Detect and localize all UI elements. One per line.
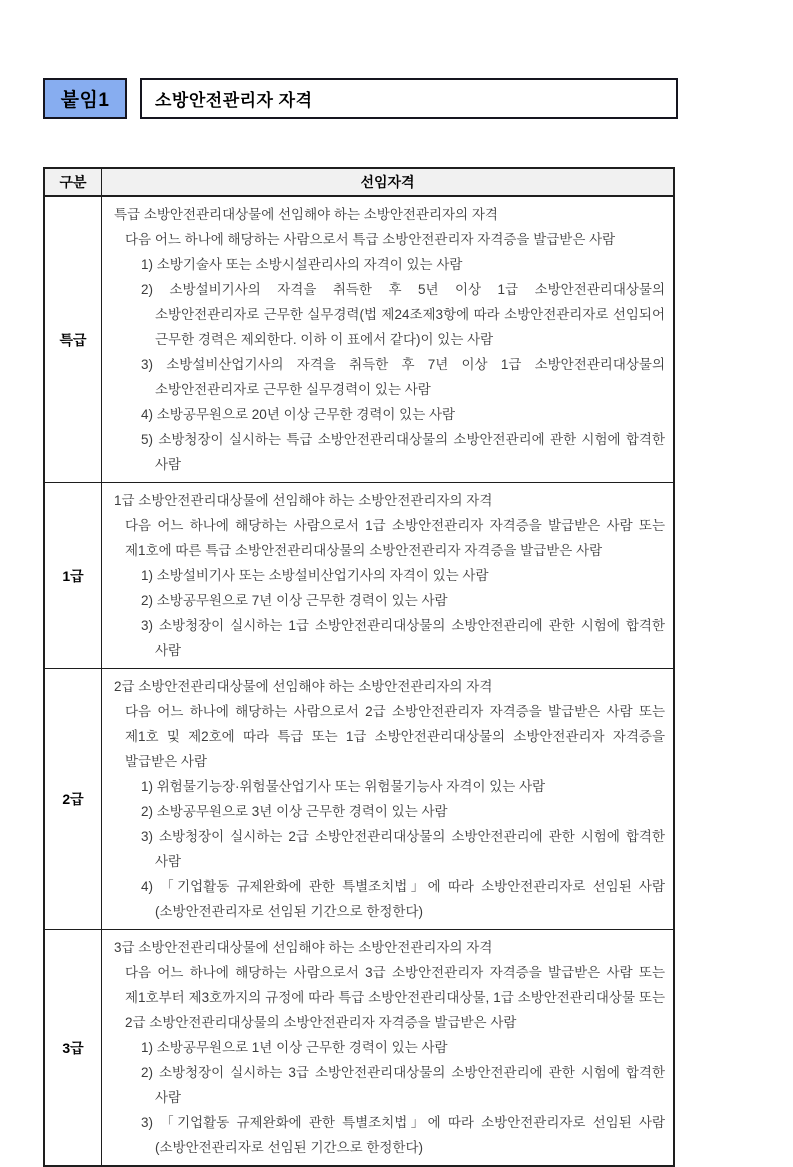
qualification-line: 4) 「기업활동 규제완화에 관한 특별조치법」에 따라 소방안전관리자로 선임된 사람(소방안전관리자로 선임된 기간으로 한정한다)	[141, 879, 665, 919]
table-row	[45, 669, 673, 930]
qualification-cell	[102, 930, 673, 1165]
table-body	[45, 197, 673, 1165]
table-header-row	[45, 169, 673, 197]
grade-cell: 특급	[45, 197, 102, 482]
column-header-grade: 구분	[45, 169, 102, 195]
qualification-table	[43, 167, 675, 1167]
title-box	[140, 78, 678, 119]
grade-cell: 1급	[45, 483, 102, 668]
qualification-line: 다음 어느 하나에 해당하는 사람으로서 1급 소방안전관리자 자격증을 발급받은 사람 또는 제1호에 따른 특급 소방안전관리대상물의 소방안전관리자 자격증을 발급받은 사람	[125, 518, 665, 558]
qualification-line: 3급 소방안전관리대상물에 선임해야 하는 소방안전관리자의 자격	[114, 940, 493, 955]
qualification-line: 다음 어느 하나에 해당하는 사람으로서 3급 소방안전관리자 자격증을 발급받은 사람 또는 제1호부터 제3호까지의 규정에 따라 특급 소방안전관리대상물, 1급 소방안전관리대상물 또는 2급 소방안전관리대상물의 소방안전관리자 자격증을 발급받은 사람	[125, 965, 665, 1030]
qualification-line: 1) 소방설비기사 또는 소방설비산업기사의 자격이 있는 사람	[141, 568, 489, 583]
qualification-line: 2) 소방청장이 실시하는 3급 소방안전관리대상물의 소방안전관리에 관한 시험에 합격한 사람	[141, 1065, 665, 1105]
qualification-line: 다음 어느 하나에 해당하는 사람으로서 특급 소방안전관리자 자격증을 발급받은 사람	[125, 232, 616, 247]
qualification-line: 3) 「기업활동 규제완화에 관한 특별조치법」에 따라 소방안전관리자로 선임된 사람(소방안전관리자로 선임된 기간으로 한정한다)	[141, 1115, 665, 1155]
qualification-line: 4) 소방공무원으로 20년 이상 근무한 경력이 있는 사람	[141, 407, 456, 422]
table-row	[45, 483, 673, 669]
table-row	[45, 197, 673, 483]
qualification-line: 1급 소방안전관리대상물에 선임해야 하는 소방안전관리자의 자격	[114, 493, 493, 508]
qualification-line: 다음 어느 하나에 해당하는 사람으로서 2급 소방안전관리자 자격증을 발급받은 사람 또는 제1호 및 제2호에 따라 특급 또는 1급 소방안전관리대상물의 소방안전관리자 자격증을 발급받은 사람	[125, 704, 665, 769]
qualification-line: 1) 소방기술사 또는 소방시설관리사의 자격이 있는 사람	[141, 257, 463, 272]
qualification-line: 1) 소방공무원으로 1년 이상 근무한 경력이 있는 사람	[141, 1040, 448, 1055]
qualification-line: 1) 위험물기능장·위험물산업기사 또는 위험물기능사 자격이 있는 사람	[141, 779, 546, 794]
qualification-line: 3) 소방청장이 실시하는 2급 소방안전관리대상물의 소방안전관리에 관한 시험에 합격한 사람	[141, 829, 665, 869]
qualification-cell	[102, 669, 673, 929]
qualification-line: 특급 소방안전관리대상물에 선임해야 하는 소방안전관리자의 자격	[114, 207, 498, 222]
qualification-line: 3) 소방청장이 실시하는 1급 소방안전관리대상물의 소방안전관리에 관한 시험에 합격한 사람	[141, 618, 665, 658]
grade-cell: 2급	[45, 669, 102, 929]
qualification-line: 2급 소방안전관리대상물에 선임해야 하는 소방안전관리자의 자격	[114, 679, 493, 694]
qualification-line: 3) 소방설비산업기사의 자격을 취득한 후 7년 이상 1급 소방안전관리대상물의 소방안전관리자로 근무한 실무경력이 있는 사람	[141, 357, 665, 397]
qualification-line: 2) 소방설비기사의 자격을 취득한 후 5년 이상 1급 소방안전관리대상물의 소방안전관리자로 근무한 실무경력(법 제24조제3항에 따라 소방안전관리자로 선임되어 근무한 경력은 제외한다. 이하 이 표에서 같다)이 있는 사람	[141, 282, 665, 347]
attachment-badge: 붙임1	[43, 78, 127, 119]
qualification-line: 2) 소방공무원으로 7년 이상 근무한 경력이 있는 사람	[141, 593, 448, 608]
grade-cell: 3급	[45, 930, 102, 1165]
column-header-qualification: 선임자격	[360, 174, 415, 190]
qualification-line: 5) 소방청장이 실시하는 특급 소방안전관리대상물의 소방안전관리에 관한 시험에 합격한 사람	[141, 432, 665, 472]
table-row	[45, 930, 673, 1165]
qualification-cell	[102, 483, 673, 668]
qualification-line: 2) 소방공무원으로 3년 이상 근무한 경력이 있는 사람	[141, 804, 448, 819]
document-header	[43, 78, 678, 119]
qualification-cell	[102, 197, 673, 482]
page-title: 소방안전관리자 자격	[155, 91, 313, 110]
